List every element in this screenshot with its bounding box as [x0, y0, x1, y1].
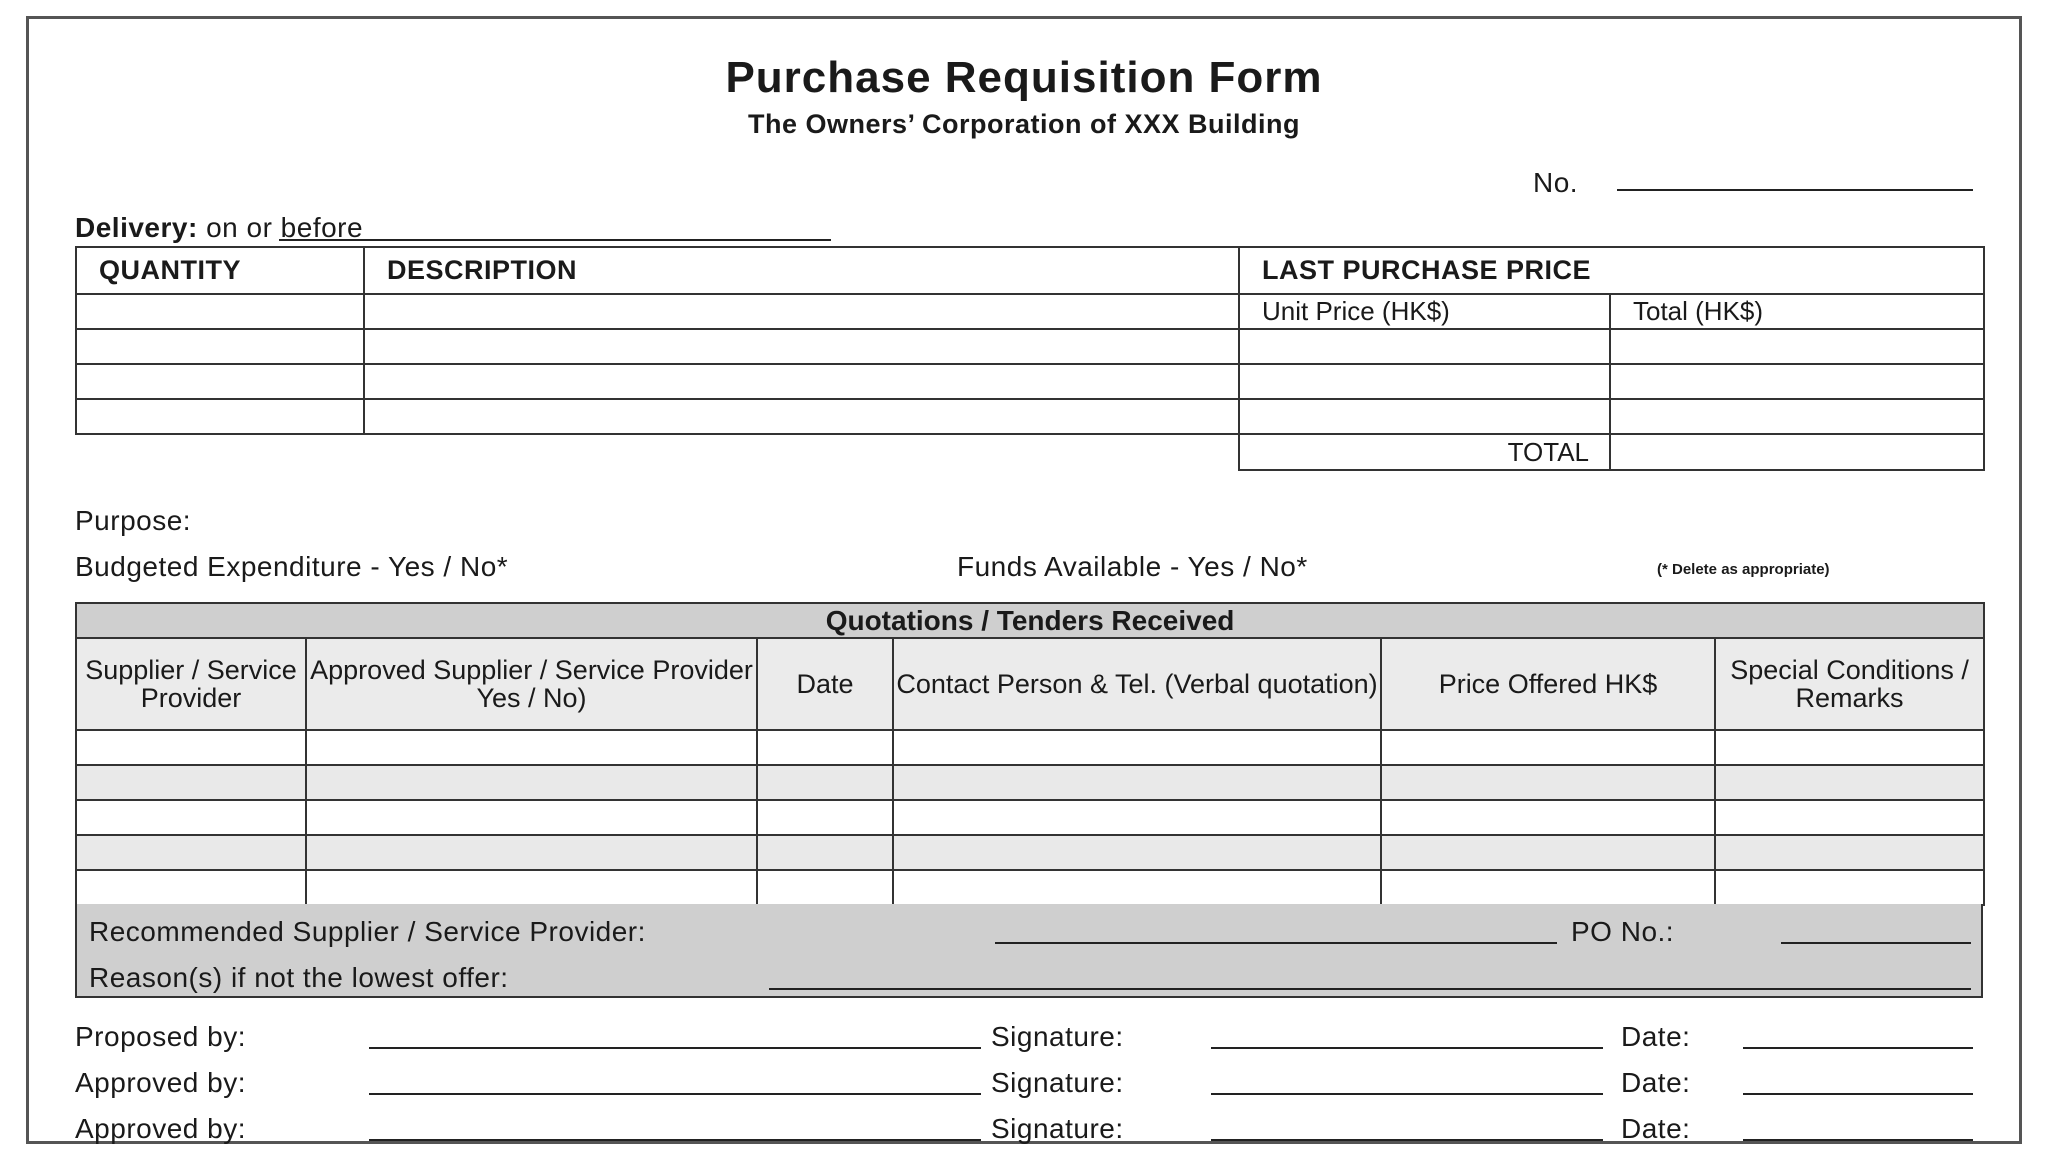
delivery-label: Delivery:	[75, 212, 198, 243]
quote-cell[interactable]	[757, 765, 893, 800]
date-field[interactable]	[1743, 1093, 1973, 1095]
signature-label: Signature:	[991, 1067, 1124, 1098]
form-sheet	[26, 16, 2022, 1144]
col-supplier: Supplier / Service Provider	[76, 638, 306, 730]
number-field[interactable]	[1617, 189, 1973, 191]
quote-cell[interactable]	[757, 835, 893, 870]
recommended-supplier-field[interactable]	[995, 942, 1557, 944]
description-cell[interactable]	[364, 294, 1239, 329]
budgeted-expenditure: Budgeted Expenditure - Yes / No*	[75, 551, 509, 582]
grand-total-cell[interactable]	[1610, 434, 1984, 470]
quote-cell[interactable]	[306, 765, 757, 800]
col-quantity: QUANTITY	[76, 247, 364, 294]
quote-cell[interactable]	[1715, 765, 1984, 800]
signoff-role-label: Proposed by:	[75, 1021, 246, 1052]
signoff-role-label: Approved by:	[75, 1067, 246, 1098]
number-label: No.	[1533, 167, 1579, 198]
quote-cell[interactable]	[1381, 870, 1715, 905]
quote-cell[interactable]	[1715, 835, 1984, 870]
table-row	[76, 800, 1984, 835]
total-label: TOTAL	[1239, 434, 1610, 470]
quote-cell[interactable]	[76, 835, 306, 870]
funds-available: Funds Available - Yes / No*	[957, 551, 1308, 582]
blank-cell	[76, 434, 364, 470]
date-label: Date:	[1621, 1067, 1691, 1098]
quantity-cell[interactable]	[76, 399, 364, 434]
date-field[interactable]	[1743, 1047, 1973, 1049]
blank-cell	[364, 434, 1239, 470]
recommendation-box	[75, 904, 1983, 998]
quote-cell[interactable]	[306, 870, 757, 905]
quote-cell[interactable]	[1381, 730, 1715, 765]
quantity-cell[interactable]	[76, 364, 364, 399]
signature-label: Signature:	[991, 1021, 1124, 1052]
purpose-label: Purpose:	[75, 505, 192, 536]
quote-cell[interactable]	[757, 870, 893, 905]
date-label: Date:	[1621, 1021, 1691, 1052]
quote-cell[interactable]	[893, 800, 1381, 835]
form-subtitle: The Owners’ Corporation of XXX Building	[747, 109, 1301, 139]
table-row	[76, 765, 1984, 800]
quantity-cell[interactable]	[76, 294, 364, 329]
approved-by-field[interactable]	[369, 1139, 981, 1141]
quote-cell[interactable]	[893, 765, 1381, 800]
quote-cell[interactable]	[76, 765, 306, 800]
quote-cell[interactable]	[1715, 730, 1984, 765]
po-number-label: PO No.:	[1571, 916, 1675, 947]
date-field[interactable]	[1743, 1139, 1973, 1141]
items-table	[75, 246, 1985, 471]
recommended-supplier-label: Recommended Supplier / Service Provider:	[89, 916, 646, 947]
total-cell[interactable]	[1610, 364, 1984, 399]
quote-cell[interactable]	[306, 835, 757, 870]
description-cell[interactable]	[364, 399, 1239, 434]
signature-field[interactable]	[1211, 1093, 1603, 1095]
col-special-conditions: Special Conditions / Remarks	[1715, 638, 1984, 730]
unit-price-cell[interactable]	[1239, 399, 1610, 434]
unit-price-cell[interactable]	[1239, 364, 1610, 399]
total-cell[interactable]	[1610, 329, 1984, 364]
col-date: Date	[757, 638, 893, 730]
table-row	[76, 870, 1984, 905]
quote-cell[interactable]	[893, 870, 1381, 905]
table-row	[76, 730, 1984, 765]
po-number-field[interactable]	[1781, 942, 1971, 944]
table-row	[76, 835, 1984, 870]
col-description: DESCRIPTION	[364, 247, 1239, 294]
signature-field[interactable]	[1211, 1047, 1603, 1049]
col-last-purchase-price: LAST PURCHASE PRICE	[1239, 247, 1984, 294]
signature-field[interactable]	[1211, 1139, 1603, 1141]
col-total: Total (HK$)	[1610, 294, 1984, 329]
quote-cell[interactable]	[76, 730, 306, 765]
reason-field[interactable]	[769, 988, 1971, 990]
delivery-value: on or before	[206, 212, 364, 243]
quote-cell[interactable]	[1715, 800, 1984, 835]
quote-cell[interactable]	[893, 730, 1381, 765]
total-cell[interactable]	[1610, 399, 1984, 434]
description-cell[interactable]	[364, 329, 1239, 364]
delivery-date-field[interactable]	[279, 239, 831, 241]
quote-cell[interactable]	[76, 870, 306, 905]
reason-label: Reason(s) if not the lowest offer:	[89, 962, 509, 993]
quote-cell[interactable]	[1381, 835, 1715, 870]
quotations-table	[75, 602, 1985, 906]
quote-cell[interactable]	[1715, 870, 1984, 905]
description-cell[interactable]	[364, 364, 1239, 399]
approved-by-field[interactable]	[369, 1093, 981, 1095]
quote-cell[interactable]	[1381, 765, 1715, 800]
quote-cell[interactable]	[76, 800, 306, 835]
col-approved-supplier: Approved Supplier / Service Provider Yes / No)	[306, 638, 757, 730]
signoff-role-label: Approved by:	[75, 1113, 246, 1144]
quotations-heading: Quotations / Tenders Received	[76, 603, 1984, 638]
quote-cell[interactable]	[306, 730, 757, 765]
quantity-cell[interactable]	[76, 329, 364, 364]
delete-note: (* Delete as appropriate)	[1657, 561, 1830, 578]
quote-cell[interactable]	[893, 835, 1381, 870]
form-title: Purchase Requisition Form	[725, 53, 1323, 102]
col-price-offered: Price Offered HK$	[1381, 638, 1715, 730]
proposed-by-field[interactable]	[369, 1047, 981, 1049]
quote-cell[interactable]	[757, 730, 893, 765]
signature-label: Signature:	[991, 1113, 1124, 1144]
quote-cell[interactable]	[306, 800, 757, 835]
quote-cell[interactable]	[757, 800, 893, 835]
date-label: Date:	[1621, 1113, 1691, 1144]
quote-cell[interactable]	[1381, 800, 1715, 835]
col-unit-price: Unit Price (HK$)	[1239, 294, 1610, 329]
unit-price-cell[interactable]	[1239, 329, 1610, 364]
col-contact-person: Contact Person & Tel. (Verbal quotation)	[893, 638, 1381, 730]
